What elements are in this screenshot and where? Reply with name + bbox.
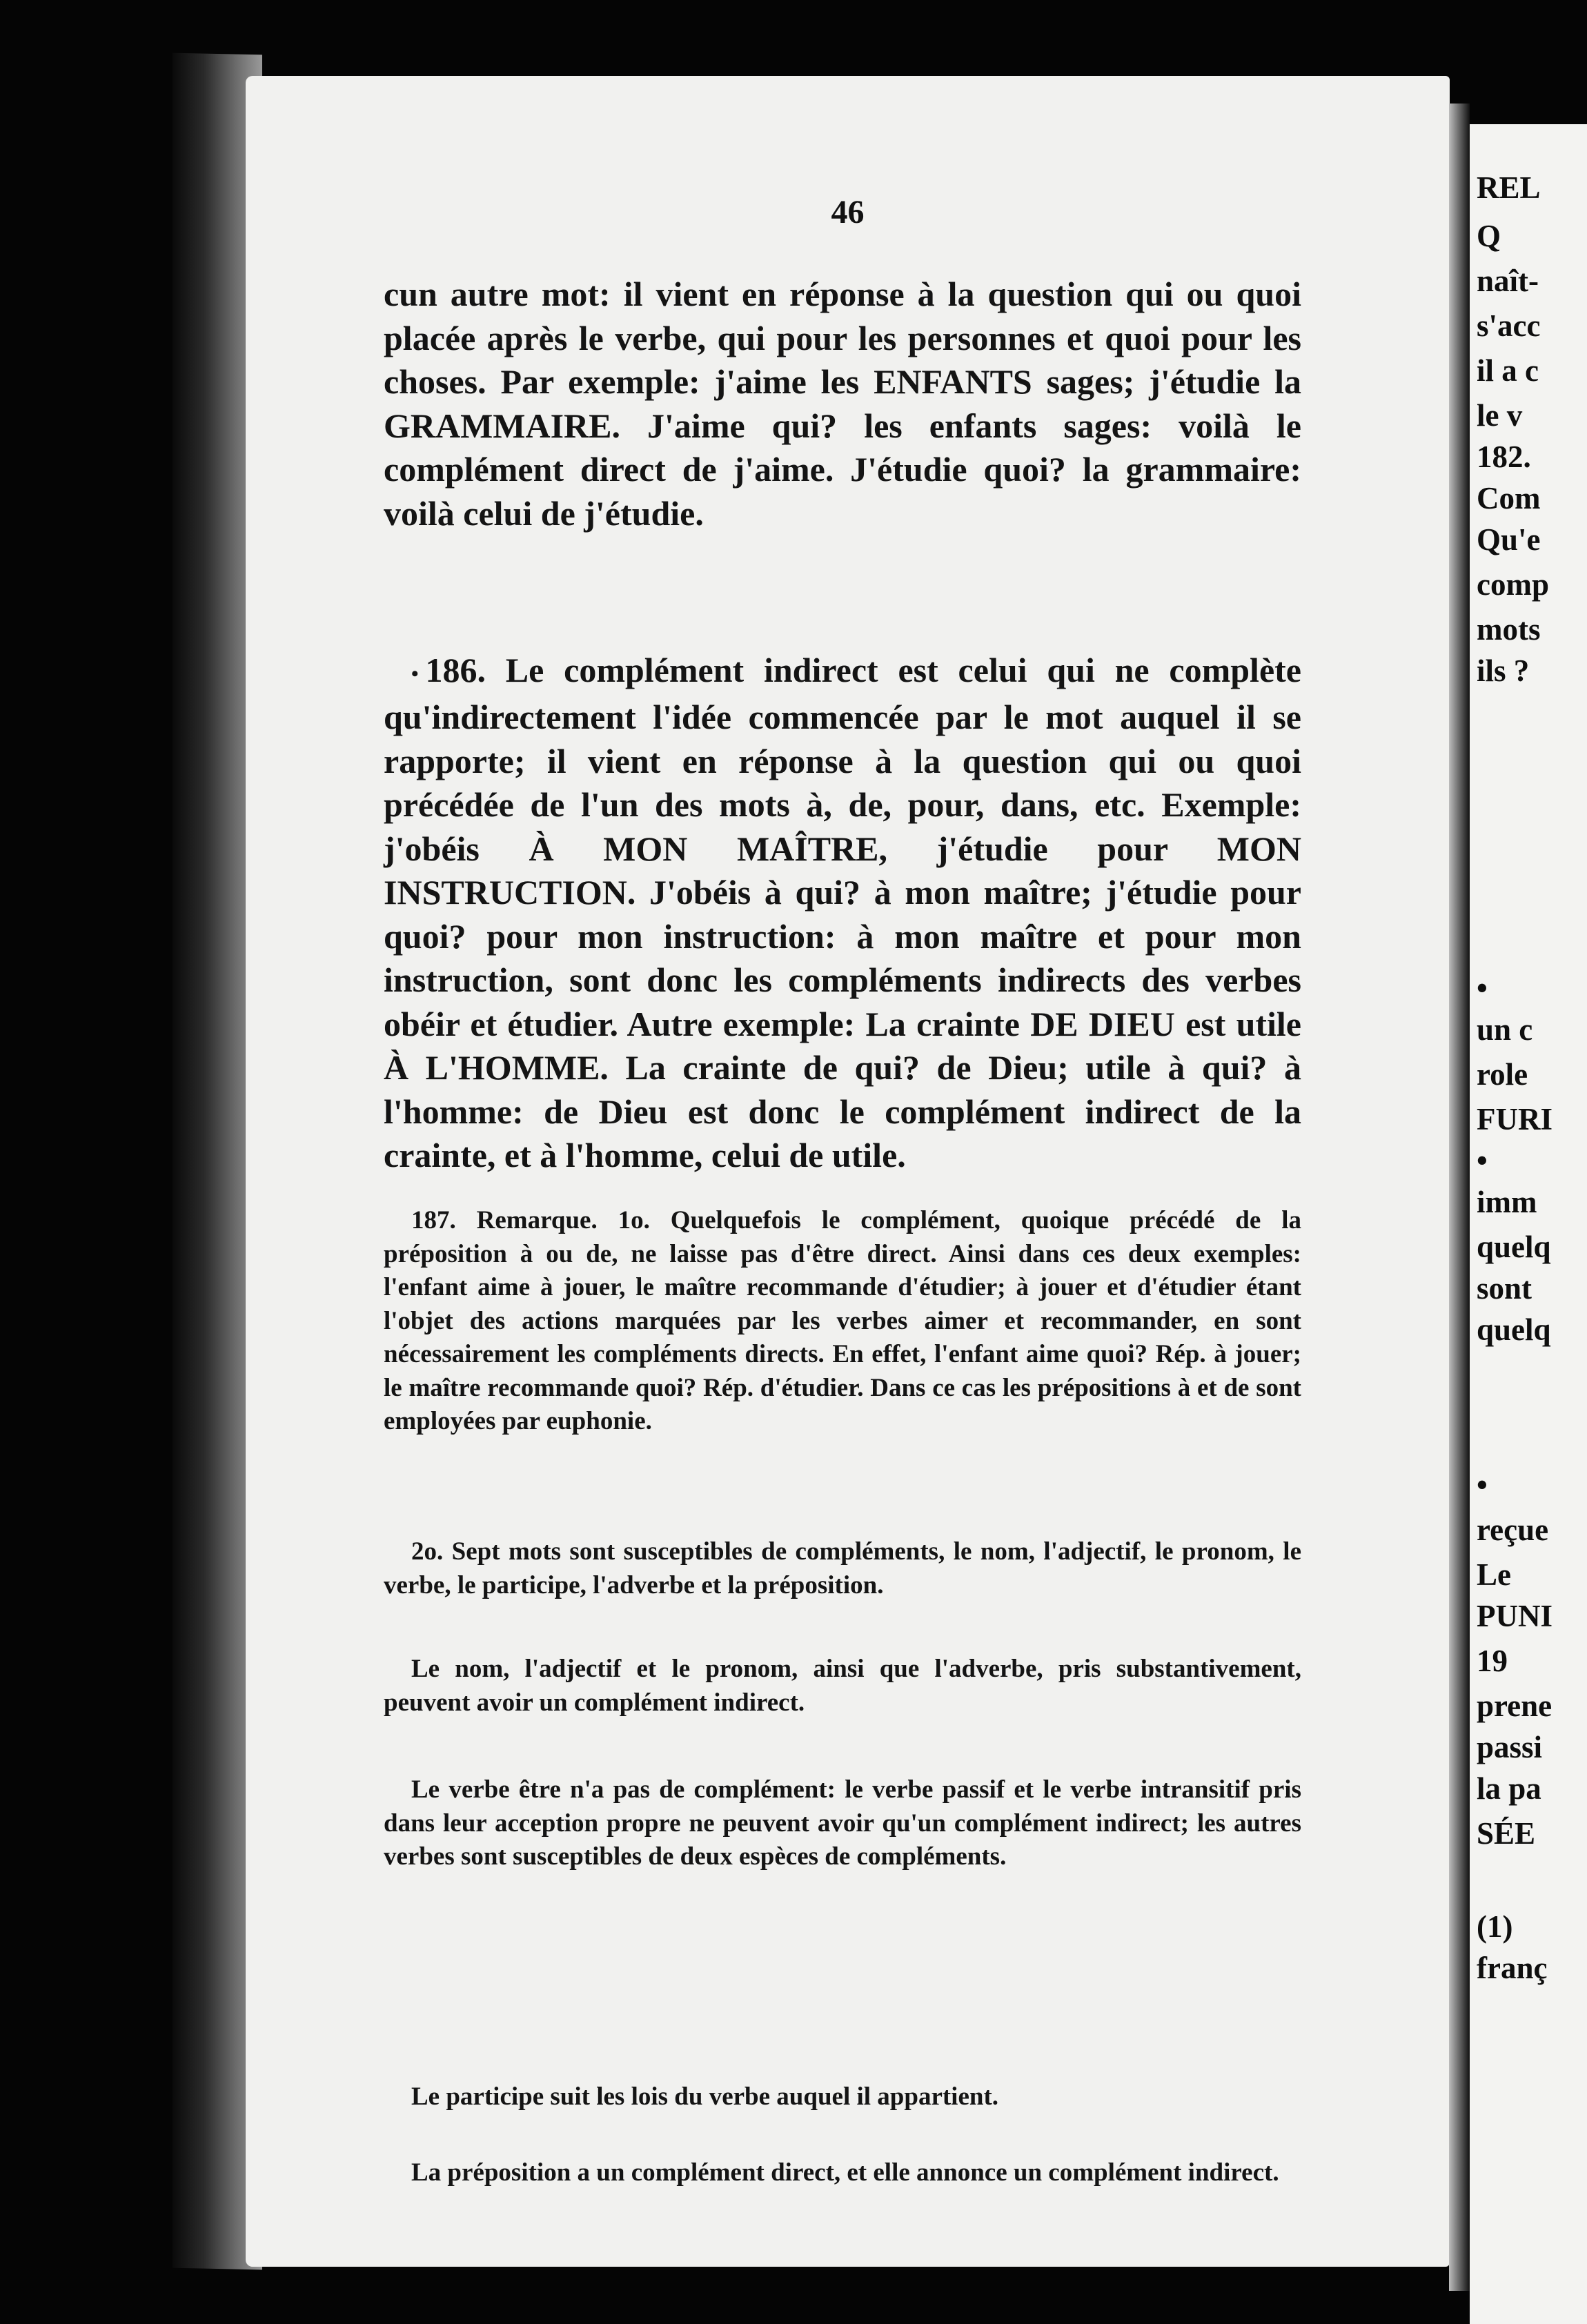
facing-page-line: PUNI [1477,1599,1552,1633]
book-gutter [1449,104,1470,2291]
facing-page-line: la pa [1477,1771,1541,1806]
facing-page-line: sont [1477,1271,1532,1306]
facing-page-line: Com [1477,481,1541,515]
paragraph-continuation: cun autre mot: il vient en réponse à la question qui ou quoi placée après le verbe, qui pour les personnes et quoi pour les choses. Par exemple: j'aime les ENFANTS sages; j'étudie la GRAMMAIRE. J'aime qui? les enfants sages: voilà le complément direct de j'aime. J'étudie quoi? la grammaire: voilà celui de j'étudie. [384,275,1301,533]
facing-page-line: role [1477,1057,1528,1092]
paragraph-186-text: 186. Le complément indirect est celui qui ne complète qu'indirectement l'idée commencée par le mot auquel il se rapporte; il vient en réponse à la question qui ou quoi précédée de l'un des mots à, de, pour, dans, etc. Exemple: j'obéis À MON MAÎTRE, j'étudie pour MON INSTRUCTION. J'obéis à qui? à mon maître; j'étudie pour quoi? pour mon instruction: à mon maître et pour mon instruction, sont donc les compléments indirects des verbes obéir et étudier. Autre exemple: La crainte DE DIEU est utile À L'HOMME. La crainte de qui? de Dieu; utile à qui? à l'homme: de Dieu est donc le complément indirect de la crainte, et à l'homme, celui de utile. [384,651,1301,1175]
facing-page-line: FURI [1477,1102,1552,1136]
facing-page-line: • [1477,1468,1488,1502]
facing-page-line: (1) [1477,1909,1513,1944]
facing-page-line: SÉE [1477,1816,1536,1851]
facing-page-line: il a c [1477,353,1539,388]
facing-page-line: 182. [1477,440,1531,474]
paragraph-preposition: La préposition a un complément direct, et elle annonce un complément indirect. [411,2158,1279,2187]
paragraph-2o: 2o. Sept mots sont susceptibles de compléments, le nom, l'adjectif, le pronom, le verbe, le participe, l'adverbe et la préposition. [384,1537,1301,1599]
facing-page-line: quelq [1477,1230,1551,1264]
facing-page-line: quelq [1477,1312,1551,1347]
bullet-marker: • [411,662,419,685]
facing-page-line: • [1477,971,1488,1005]
facing-page-line: passi [1477,1730,1543,1764]
facing-page-fragment [1470,124,1587,2324]
left-page [246,76,1450,2267]
paragraph-participe: Le participe suit les lois du verbe auquel il appartient. [411,2082,999,2111]
facing-page-line: REL [1477,170,1541,205]
paragraph-verbe-etre: Le verbe être n'a pas de complément: le verbe passif et le verbe intransitif pris dans leur acception propre ne peuvent avoir qu'un complément indirect; les autres verbes sont susceptibles de deux espèces de compléments. [384,1775,1301,1871]
facing-page-line: reçue [1477,1513,1549,1547]
facing-page-line: Qu'e [1477,522,1541,557]
facing-page-line: • [1477,1143,1488,1178]
facing-page-line: s'acc [1477,308,1541,343]
facing-page-line: Le [1477,1557,1511,1592]
facing-page-line: le v [1477,398,1523,433]
paragraph-nom-adjectif: Le nom, l'adjectif et le pronom, ainsi que l'adverbe, pris substantivement, peuvent avoir un complément indirect. [384,1655,1301,1717]
facing-page-line: prene [1477,1688,1552,1723]
facing-page-line: 19 [1477,1644,1508,1678]
facing-page-line: franç [1477,1951,1548,1985]
paragraph-186 [384,649,1301,1178]
facing-page-line: comp [1477,567,1549,602]
facing-page-line: un c [1477,1012,1533,1047]
facing-page-line: ils ? [1477,653,1530,688]
facing-page-line: naît- [1477,264,1539,298]
facing-page-line: mots [1477,612,1541,647]
page-number: 46 [831,194,865,230]
facing-page-line: Q [1477,219,1501,253]
paragraph-187-remark: 187. Remarque. 1o. Quelquefois le complément, quoique précédé de la préposition à ou de, ne laisse pas d'être direct. Ainsi dans ces deux exemples: l'enfant aime à jouer, le maître recommande d'étudier; à jouer et d'étudier étant l'objet des actions marquées par les verbes aimer et recommander, en sont nécessairement les compléments directs. En effet, l'enfant aime quoi? Rép. à jouer; le maître recommande quoi? Rép. d'étudier. Dans ce cas les prépositions à et de sont employées par euphonie. [384,1206,1301,1435]
facing-page-line: imm [1477,1185,1537,1219]
